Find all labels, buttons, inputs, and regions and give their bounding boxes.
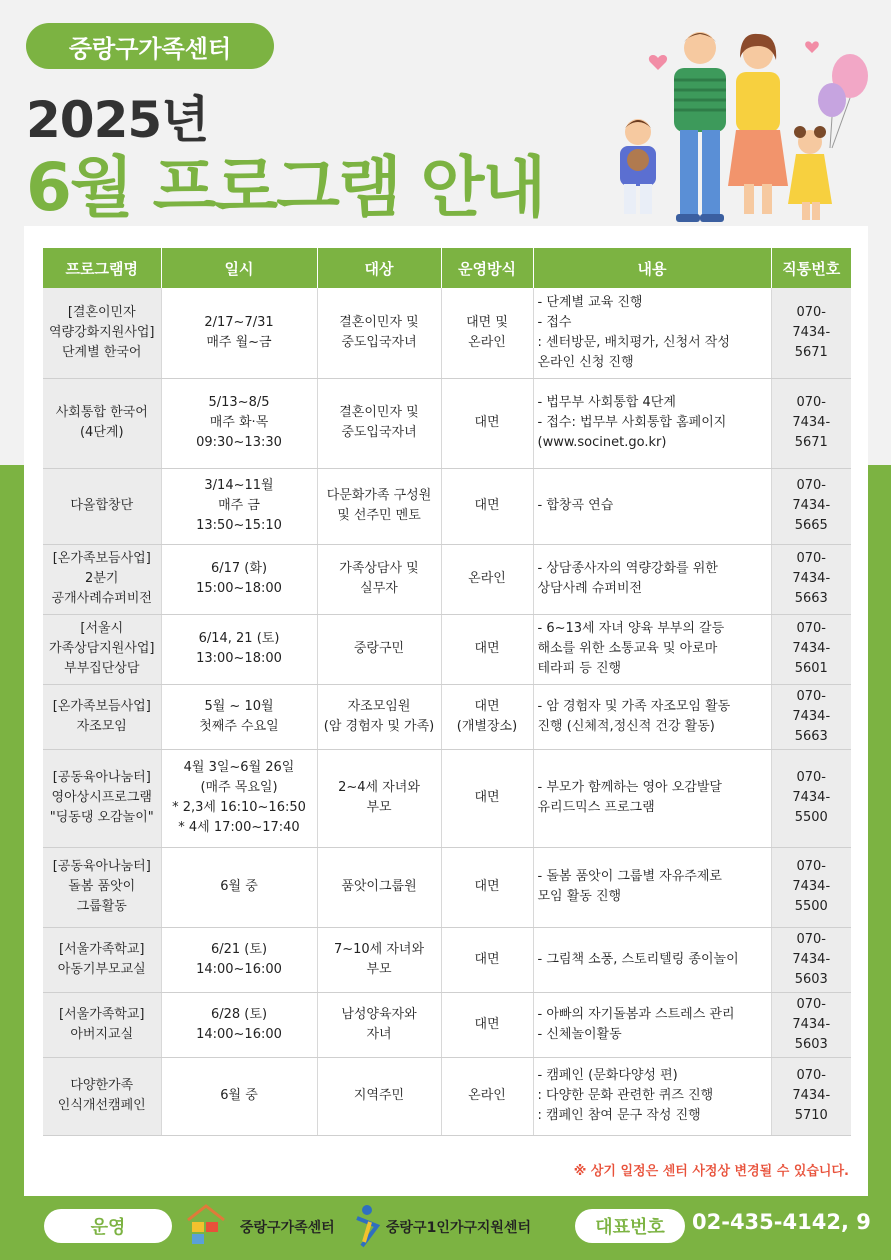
program-content: - 합창곡 연습 bbox=[533, 468, 771, 544]
program-name: [공동육아나눔터] 영아상시프로그램 "딩동댕 오감놀이" bbox=[43, 749, 161, 847]
program-name: [서울시 가족상담지원사업] 부부집단상담 bbox=[43, 614, 161, 684]
table-row bbox=[43, 927, 851, 992]
program-phone: 070- 7434- 5603 bbox=[771, 927, 851, 992]
table-header-row bbox=[43, 248, 851, 288]
program-target: 품앗이그룹원 bbox=[317, 847, 441, 927]
program-content: - 단계별 교육 진행 - 접수 : 센터방문, 배치평가, 신청서 작성 온라인 신청 진행 bbox=[533, 288, 771, 378]
program-mode: 대면 bbox=[441, 992, 533, 1057]
schedule-notice: ※ 상기 일정은 센터 사정상 변경될 수 있습니다. bbox=[573, 1164, 849, 1179]
program-target: 자조모임원 (암 경험자 및 가족) bbox=[317, 684, 441, 749]
program-name: 다올합창단 bbox=[43, 468, 161, 544]
program-datetime: 2/17~7/31 매주 월~금 bbox=[161, 288, 317, 378]
page-title: 6월 프로그램 안내 bbox=[26, 149, 545, 226]
program-target: 결혼이민자 및 중도입국자녀 bbox=[317, 288, 441, 378]
table-row bbox=[43, 749, 851, 847]
program-name: [서울가족학교] 아동기부모교실 bbox=[43, 927, 161, 992]
table-row bbox=[43, 847, 851, 927]
program-mode: 대면 bbox=[441, 847, 533, 927]
family-center-logo bbox=[184, 1202, 228, 1248]
program-name: 다양한가족 인식개선캠페인 bbox=[43, 1057, 161, 1135]
program-phone: 070- 7434- 5671 bbox=[771, 288, 851, 378]
program-mode: 온라인 bbox=[441, 544, 533, 614]
column-header: 내용 bbox=[533, 248, 771, 288]
org-badge: 중랑구가족센터 bbox=[26, 23, 274, 69]
program-mode: 대면 (개별장소) bbox=[441, 684, 533, 749]
year-title: 2025년 bbox=[26, 91, 209, 149]
program-name: [온가족보듬사업] 2분기 공개사례슈퍼비전 bbox=[43, 544, 161, 614]
table-row bbox=[43, 614, 851, 684]
program-target: 남성양육자와 자녀 bbox=[317, 992, 441, 1057]
program-phone: 070- 7434- 5671 bbox=[771, 378, 851, 468]
program-datetime: 6월 중 bbox=[161, 1057, 317, 1135]
program-datetime: 5/13~8/5 매주 화·목 09:30~13:30 bbox=[161, 378, 317, 468]
program-phone: 070- 7434- 5663 bbox=[771, 544, 851, 614]
program-target: 가족상담사 및 실무자 bbox=[317, 544, 441, 614]
column-header: 운영방식 bbox=[441, 248, 533, 288]
org2-name: 중랑구1인가구지원센터 bbox=[386, 1220, 531, 1236]
program-datetime: 6/14, 21 (토) 13:00~18:00 bbox=[161, 614, 317, 684]
program-phone: 070- 7434- 5500 bbox=[771, 847, 851, 927]
program-phone: 070- 7434- 5601 bbox=[771, 614, 851, 684]
program-mode: 대면 및 온라인 bbox=[441, 288, 533, 378]
table-row bbox=[43, 1057, 851, 1135]
representative-phone: 02-435-4142, 9 bbox=[692, 1210, 871, 1234]
program-mode: 온라인 bbox=[441, 1057, 533, 1135]
schedule-panel bbox=[24, 226, 868, 1196]
program-mode: 대면 bbox=[441, 378, 533, 468]
program-datetime: 6/17 (화) 15:00~18:00 bbox=[161, 544, 317, 614]
program-name: 사회통합 한국어 (4단계) bbox=[43, 378, 161, 468]
program-mode: 대면 bbox=[441, 468, 533, 544]
program-content: - 부모가 함께하는 영아 오감발달 유리드믹스 프로그램 bbox=[533, 749, 771, 847]
program-content: - 상담종사자의 역량강화를 위한 상담사례 슈퍼비전 bbox=[533, 544, 771, 614]
program-phone: 070- 7434- 5665 bbox=[771, 468, 851, 544]
program-datetime: 3/14~11월 매주 금 13:50~15:10 bbox=[161, 468, 317, 544]
program-name: [결혼이민자 역량강화지원사업] 단계별 한국어 bbox=[43, 288, 161, 378]
program-target: 다문화가족 구성원 및 선주민 멘토 bbox=[317, 468, 441, 544]
program-datetime: 6월 중 bbox=[161, 847, 317, 927]
program-target: 중랑구민 bbox=[317, 614, 441, 684]
column-header: 프로그램명 bbox=[43, 248, 161, 288]
program-content: - 돌봄 품앗이 그룹별 자유주제로 모임 활동 진행 bbox=[533, 847, 771, 927]
program-mode: 대면 bbox=[441, 614, 533, 684]
program-phone: 070- 7434- 5603 bbox=[771, 992, 851, 1057]
representative-number-label: 대표번호 bbox=[575, 1209, 685, 1243]
program-phone: 070- 7434- 5500 bbox=[771, 749, 851, 847]
program-mode: 대면 bbox=[441, 927, 533, 992]
operate-label: 운영 bbox=[44, 1209, 172, 1243]
program-datetime: 5월 ~ 10월 첫째주 수요일 bbox=[161, 684, 317, 749]
schedule-table bbox=[43, 248, 851, 1136]
program-content: - 법무부 사회통합 4단계 - 접수: 법무부 사회통합 홈페이지 (www.socinet.go.kr) bbox=[533, 378, 771, 468]
program-name: [온가족보듬사업] 자조모임 bbox=[43, 684, 161, 749]
column-header: 직통번호 bbox=[771, 248, 851, 288]
program-target: 결혼이민자 및 중도입국자녀 bbox=[317, 378, 441, 468]
program-datetime: 6/21 (토) 14:00~16:00 bbox=[161, 927, 317, 992]
program-content: - 그림책 소풍, 스토리텔링 종이놀이 bbox=[533, 927, 771, 992]
program-phone: 070- 7434- 5710 bbox=[771, 1057, 851, 1135]
table-row bbox=[43, 378, 851, 468]
single-household-center-logo bbox=[352, 1202, 382, 1248]
family-illustration bbox=[600, 18, 875, 230]
program-mode: 대면 bbox=[441, 749, 533, 847]
program-content: - 암 경험자 및 가족 자조모임 활동 진행 (신체적,정신적 건강 활동) bbox=[533, 684, 771, 749]
program-name: [서울가족학교] 아버지교실 bbox=[43, 992, 161, 1057]
program-datetime: 4월 3일~6월 26일 (매주 목요일) * 2,3세 16:10~16:50 * 4세 17:00~17:40 bbox=[161, 749, 317, 847]
program-target: 7~10세 자녀와 부모 bbox=[317, 927, 441, 992]
program-name: [공동육아나눔터] 돌봄 품앗이 그룹활동 bbox=[43, 847, 161, 927]
program-target: 지역주민 bbox=[317, 1057, 441, 1135]
program-content: - 아빠의 자기돌봄과 스트레스 관리 - 신체놀이활동 bbox=[533, 992, 771, 1057]
column-header: 일시 bbox=[161, 248, 317, 288]
program-phone: 070- 7434- 5663 bbox=[771, 684, 851, 749]
program-target: 2~4세 자녀와 부모 bbox=[317, 749, 441, 847]
program-content: - 6~13세 자녀 양육 부부의 갈등 해소를 위한 소통교육 및 아로마 테라피 등 진행 bbox=[533, 614, 771, 684]
program-datetime: 6/28 (토) 14:00~16:00 bbox=[161, 992, 317, 1057]
table-row bbox=[43, 468, 851, 544]
table-row bbox=[43, 992, 851, 1057]
table-row bbox=[43, 544, 851, 614]
org1-name: 중랑구가족센터 bbox=[240, 1220, 335, 1236]
table-row bbox=[43, 684, 851, 749]
table-row bbox=[43, 288, 851, 378]
column-header: 대상 bbox=[317, 248, 441, 288]
program-content: - 캠페인 (문화다양성 편) : 다양한 문화 관련한 퀴즈 진행 : 캠페인 참여 문구 작성 진행 bbox=[533, 1057, 771, 1135]
